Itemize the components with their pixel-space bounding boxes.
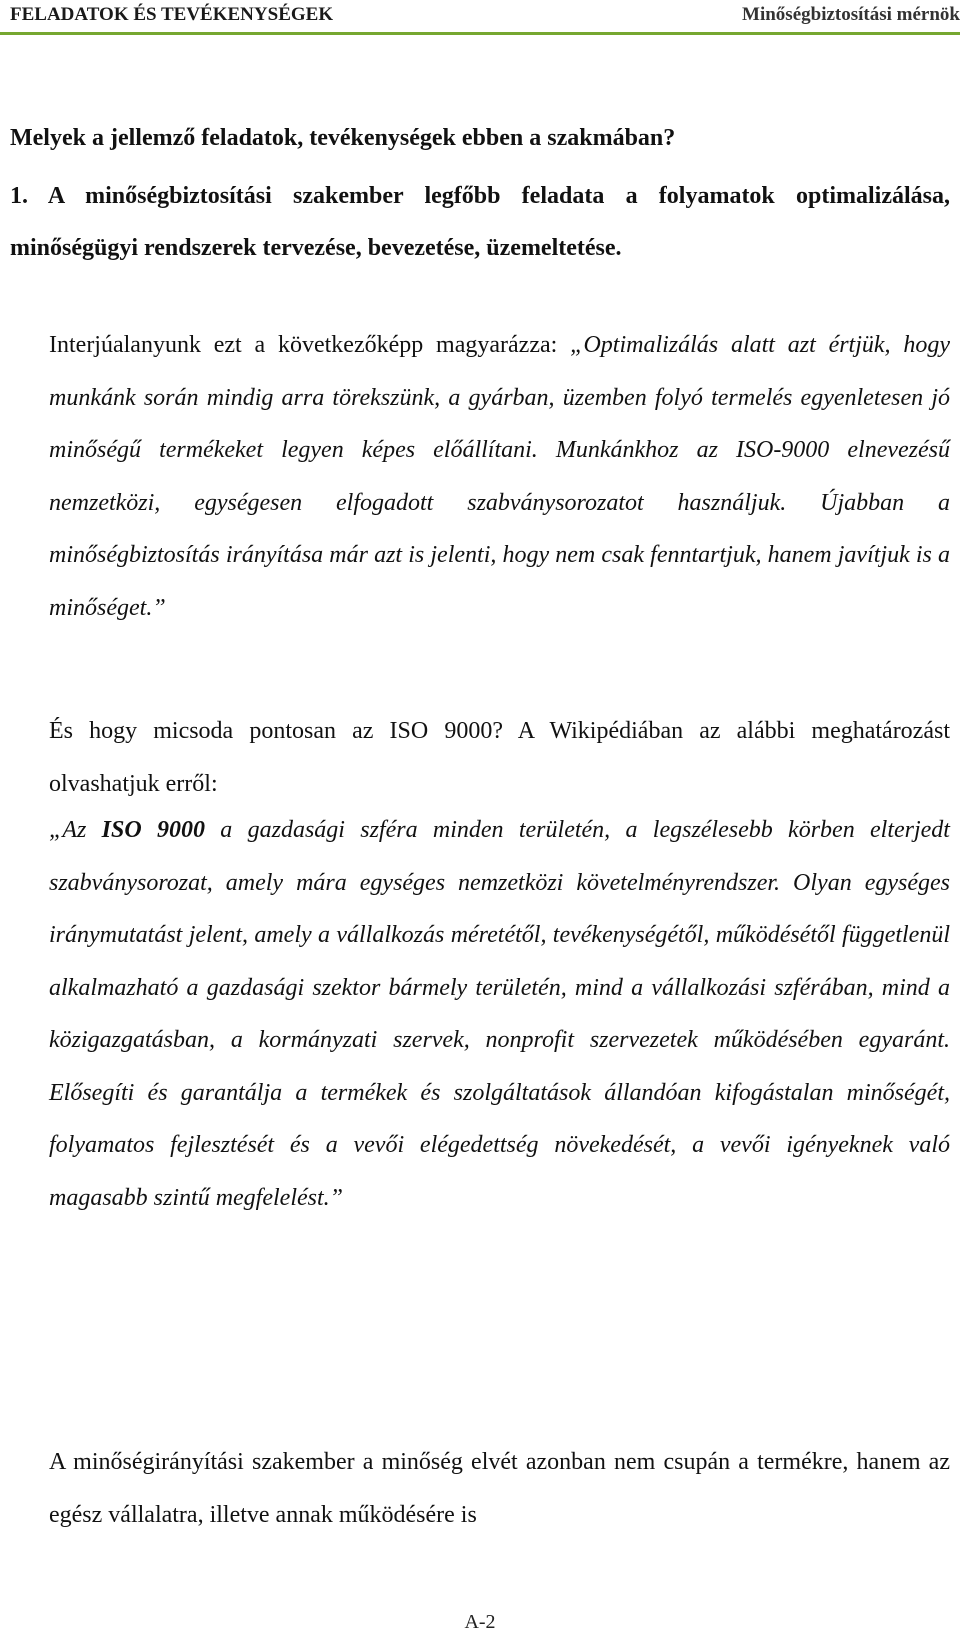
closing-paragraph: A minőségirányítási szakember a minőség elvét azonban nem csupán a termékre, hanem az egész vállalatra, illetve annak működésére is	[49, 1449, 950, 1528]
definition-term: ISO 9000	[101, 817, 205, 843]
definition-text: a gazdasági szféra minden területén, a legszélesebb körben elterjedt szabványsorozat, amely mára egységes nemzetközi követelményrendszer. Olyan egységes iránymutatást jelent, amely a vállalkozás méretétől, tevékenységétől, működésétől függetlenül alkalmazható a gazdasági szektor bármely területén, mind a vállalkozási szférában, mind a közigazgatásban, a kormányzati szervek, nonprofit szervezetek működésében egyaránt. Elősegíti és garantálja a termékek és szolgáltatások állandóan kifogástalan minőségét, folyamatos fejlesztését és a vevői elégedettség növekedését, a vevői igényeknek való magasabb szintű megfelelést.”	[49, 817, 950, 1211]
interview-intro: Interjúalanyunk ezt a következőképp magyarázza:	[49, 332, 558, 358]
iso-definition-quote	[49, 804, 950, 1224]
header-document-title: Minőségbiztosítási mérnök	[742, 4, 960, 25]
page-number: A-2	[464, 1611, 496, 1633]
definition-open-quote: „Az	[49, 817, 102, 843]
iso-question-paragraph: És hogy micsoda pontosan az ISO 9000? A Wikipédiában az alábbi meghatározást olvashatjuk erről:	[49, 718, 950, 797]
page-header	[10, 4, 960, 30]
section-question: Melyek a jellemző feladatok, tevékenységek ebben a szakmában?	[10, 125, 676, 151]
header-divider	[0, 32, 960, 35]
interview-paragraph	[49, 319, 950, 634]
header-section-title: FELADATOK ÉS TEVÉKENYSÉGEK	[10, 4, 334, 25]
interview-quote: „Optimalizálás alatt azt értjük, hogy munkánk során mindig arra törekszünk, a gyárban, üzemben folyó termelés egyenletesen jó minőségű termékeket legyen képes előállítani. Munkánkhoz az ISO-9000 elnevezésű nemzetközi, egységesen elfogadott szabványsorozatot használjuk. Újabban a minőségbiztosítás irányítása már azt is jelenti, hogy nem csak fenntartjuk, hanem javítjuk is a minőséget.”	[49, 332, 950, 621]
task-item-1: 1. A minőségbiztosítási szakember legfőbb feladata a folyamatok optimalizálása, minőségügyi rendszerek tervezése, bevezetése, üzemeltetése.	[10, 183, 950, 261]
